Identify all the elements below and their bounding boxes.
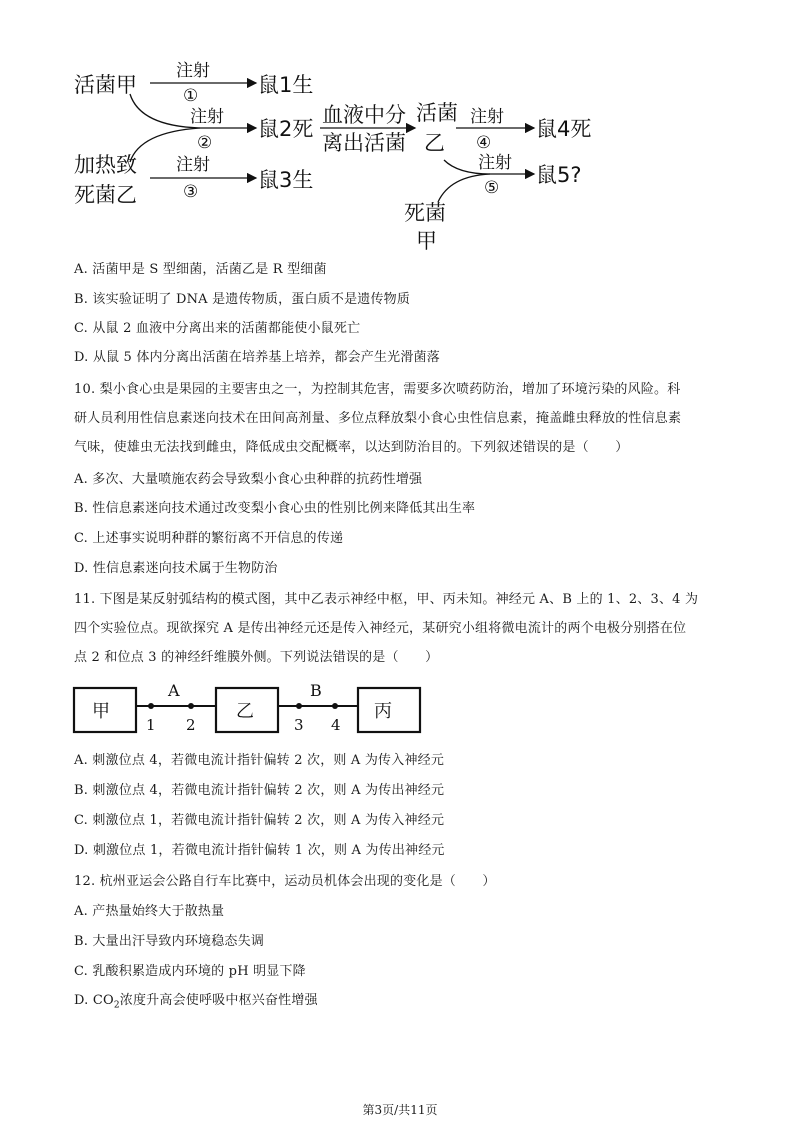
q12-option-c: C. 乳酸积累造成内环境的 pH 明显下降 <box>74 964 306 979</box>
site-2-dot <box>188 703 194 709</box>
label-alive-bacteria-b-1: 活菌 <box>416 101 458 125</box>
label-step-3: ③ <box>183 182 199 202</box>
q12-option-d-subscript: 2 <box>113 1000 120 1011</box>
neuron-a-label: A <box>168 681 180 700</box>
q11-option-d: D. 刺激位点 1，若微电流计指针偏转 1 次，则 A 为传出神经元 <box>74 843 445 858</box>
q10-option-d: D. 性信息素迷向技术属于生物防治 <box>74 561 278 576</box>
label-heat-killed-b-1: 加热致 <box>74 153 137 177</box>
q9-option-b: B. 该实验证明了 DNA 是遗传物质，蛋白质不是遗传物质 <box>74 292 411 307</box>
label-mouse-4: 鼠4死 <box>536 117 592 141</box>
site-4-dot <box>332 703 338 709</box>
label-inject-3: 注射 <box>176 155 210 175</box>
q10-stem-line-1: 10. 梨小食心虫是果园的主要害虫之一，为控制其危害，需要多次喷药防治，增加了环境污染的风险。科 <box>74 382 681 397</box>
label-inject-1: 注射 <box>176 61 210 81</box>
label-blood-isolation-2: 离出活菌 <box>322 131 406 155</box>
transformation-experiment-diagram <box>60 52 620 252</box>
reflex-arc-diagram <box>72 680 424 740</box>
q10-option-c: C. 上述事实说明种群的繁衍离不开信息的传递 <box>74 531 344 546</box>
q10-stem-line-3: 气味，使雄虫无法找到雌虫，降低成虫交配概率，以达到防治目的。下列叙述错误的是（ ） <box>74 440 629 455</box>
q12-option-d <box>74 993 318 1014</box>
label-inject-5: 注射 <box>478 153 512 173</box>
site-4-label: 4 <box>331 716 341 734</box>
arrow-injection-5-join <box>438 174 490 202</box>
q11-option-c: C. 刺激位点 1，若微电流计指针偏转 2 次，则 A 为传入神经元 <box>74 813 445 828</box>
label-mouse-3: 鼠3生 <box>258 168 314 192</box>
q11-stem-line-2: 四个实验位点。现欲探究 A 是传出神经元还是传入神经元，某研究小组将微电流计的两个电极分别搭在位 <box>74 621 687 636</box>
box-yi-label: 乙 <box>236 701 254 722</box>
site-1-label: 1 <box>146 716 156 734</box>
label-mouse-5: 鼠5? <box>536 163 582 187</box>
q11-option-a: A. 刺激位点 4，若微电流计指针偏转 2 次，则 A 为传入神经元 <box>74 753 445 768</box>
site-2-label: 2 <box>186 716 196 734</box>
q9-option-c: C. 从鼠 2 血液中分离出来的活菌都能使小鼠死亡 <box>74 321 361 336</box>
label-inject-4: 注射 <box>470 107 504 127</box>
q10-option-a: A. 多次、大量喷施农药会导致梨小食心虫种群的抗药性增强 <box>74 472 423 487</box>
q12-stem: 12. 杭州亚运会公路自行车比赛中，运动员机体会出现的变化是（ ） <box>74 874 496 889</box>
box-jia-label: 甲 <box>92 701 110 722</box>
label-step-1: ① <box>183 86 199 106</box>
label-inject-2: 注射 <box>190 107 224 127</box>
site-3-label: 3 <box>294 716 304 734</box>
q11-option-b: B. 刺激位点 4，若微电流计指针偏转 2 次，则 A 为传出神经元 <box>74 783 445 798</box>
neuron-b-label: B <box>310 681 322 700</box>
q10-stem-line-2: 研人员利用性信息素迷向技术在田间高剂量、多位点释放梨小食心虫性信息素，掩盖雌虫释放的性信息素 <box>74 411 682 426</box>
q12-option-a: A. 产热量始终大于散热量 <box>74 904 225 919</box>
label-dead-bacteria-a-2: 甲 <box>416 229 437 252</box>
label-heat-killed-b-2: 死菌乙 <box>74 183 137 207</box>
q11-stem-line-1: 11. 下图是某反射弧结构的模式图，其中乙表示神经中枢，甲、丙未知。神经元 A、B 上的 1、2、3、4 为 <box>74 592 699 607</box>
label-step-4: ④ <box>476 133 492 153</box>
label-mouse-1: 鼠1生 <box>258 73 314 97</box>
q12-option-d-text: 浓度升高会使呼吸中枢兴奋性增强 <box>119 993 318 1008</box>
q12-option-d-prefix: D. CO <box>74 993 114 1008</box>
label-mouse-2: 鼠2死 <box>258 117 314 141</box>
label-alive-bacteria-a: 活菌甲 <box>74 73 137 97</box>
page-footer: 第3页/共11页 <box>362 1103 438 1117</box>
q9-option-d: D. 从鼠 5 体内分离出活菌在培养基上培养，都会产生光滑菌落 <box>74 350 440 365</box>
box-bing-label: 丙 <box>374 701 392 722</box>
label-blood-isolation-1: 血液中分 <box>322 103 406 127</box>
q9-option-a: A. 活菌甲是 S 型细菌，活菌乙是 R 型细菌 <box>74 262 327 277</box>
label-step-5: ⑤ <box>484 178 500 198</box>
site-3-dot <box>296 703 302 709</box>
label-dead-bacteria-a-1: 死菌 <box>404 201 446 225</box>
q10-option-b: B. 性信息素迷向技术通过改变梨小食心虫的性别比例来降低其出生率 <box>74 501 476 516</box>
label-step-2: ② <box>197 133 213 153</box>
site-1-dot <box>148 703 154 709</box>
q12-option-b: B. 大量出汗导致内环境稳态失调 <box>74 934 265 949</box>
q11-stem-line-3: 点 2 和位点 3 的神经纤维膜外侧。下列说法错误的是（ ） <box>74 650 439 665</box>
label-alive-bacteria-b-2: 乙 <box>424 131 445 155</box>
